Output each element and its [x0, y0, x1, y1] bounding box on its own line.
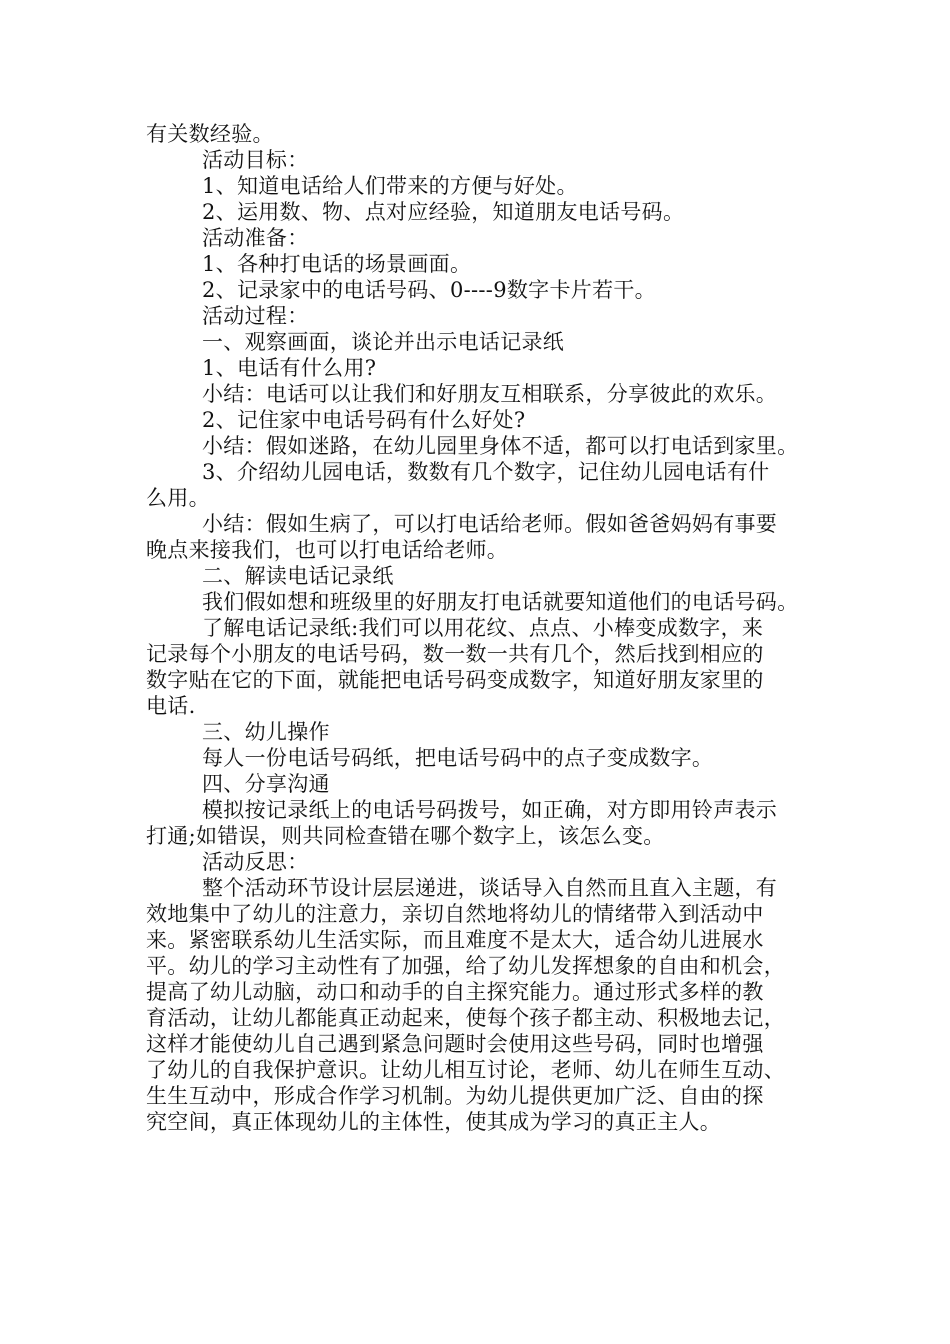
- text-line: 一、观察画面，谈论并出示电话记录纸: [202, 330, 565, 354]
- text-line: 来。紧密联系幼儿生活实际，而且难度不是太大，适合幼儿进展水: [146, 928, 764, 952]
- text-line: 1、各种打电话的场景画面。: [202, 252, 472, 276]
- text-line: 有关数经验。: [146, 122, 274, 146]
- text-line: 我们假如想和班级里的好朋友打电话就要知道他们的电话号码。: [202, 590, 799, 614]
- text-line: 活动目标：: [202, 148, 309, 172]
- text-line: 四、分享沟通: [202, 772, 330, 796]
- text-line: 究空间，真正体现幼儿的主体性，使其成为学习的真正主人。: [146, 1110, 722, 1134]
- text-line: 二、解读电话记录纸: [202, 564, 394, 588]
- text-line: 3、介绍幼儿园电话，数数有几个数字，记住幼儿园电话有什: [202, 460, 770, 484]
- text-line: 数字贴在它的下面，就能把电话号码变成数字，知道好朋友家里的: [146, 668, 764, 692]
- document-body: [146, 121, 818, 1135]
- text-line: 2、记住家中电话号码有什么好处?: [202, 408, 526, 432]
- text-line: 提高了幼儿动脑，动口和动手的自主探究能力。通过形式多样的教: [146, 980, 764, 1004]
- text-line: 平。幼儿的学习主动性有了加强，给了幼儿发挥想象的自由和机会，: [146, 954, 785, 978]
- text-line: 三、幼儿操作: [202, 720, 330, 744]
- text-line: 育活动，让幼儿都能真正动起来，使每个孩子都主动、积极地去记，: [146, 1006, 785, 1030]
- text-line: 了幼儿的自我保护意识。让幼儿相互讨论，老师、幼儿在师生互动、: [146, 1058, 785, 1082]
- text-line: 活动过程：: [202, 304, 309, 328]
- text-line: 效地集中了幼儿的注意力，亲切自然地将幼儿的情绪带入到活动中: [146, 902, 764, 926]
- text-line: 小结：电话可以让我们和好朋友互相联系，分享彼此的欢乐。: [202, 382, 778, 406]
- text-line: 2、记录家中的电话号码、0----9数字卡片若干。: [202, 278, 656, 302]
- text-line: 小结：假如生病了，可以打电话给老师。假如爸爸妈妈有事要: [202, 512, 778, 536]
- text-line: 打通;如错误，则共同检查错在哪个数字上，该怎么变。: [146, 824, 665, 848]
- text-line: 1、知道电话给人们带来的方便与好处。: [202, 174, 578, 198]
- text-line: 模拟按记录纸上的电话号码拨号，如正确，对方即用铃声表示: [202, 798, 778, 822]
- text-line: 么用。: [146, 486, 210, 510]
- text-line: 2、运用数、物、点对应经验，知道朋友电话号码。: [202, 200, 685, 224]
- text-line: 整个活动环节设计层层递进，谈话导入自然而且直入主题，有: [202, 876, 778, 900]
- text-line: 这样才能使幼儿自己遇到紧急问题时会使用这些号码，同时也增强: [146, 1032, 764, 1056]
- text-line: 了解电话记录纸:我们可以用花纹、点点、小棒变成数字，来: [202, 616, 764, 640]
- text-line: 活动准备：: [202, 226, 309, 250]
- text-line: 活动反思：: [202, 850, 309, 874]
- text-line: 电话.: [146, 694, 196, 718]
- text-line: 记录每个小朋友的电话号码，数一数一共有几个，然后找到相应的: [146, 642, 764, 666]
- text-line: 1、电话有什么用?: [202, 356, 377, 380]
- text-line: 每人一份电话号码纸，把电话号码中的点子变成数字。: [202, 746, 714, 770]
- text-line: 晚点来接我们，也可以打电话给老师。: [146, 538, 509, 562]
- text-line: 小结：假如迷路，在幼儿园里身体不适，都可以打电话到家里。: [202, 434, 799, 458]
- text-line: 生生互动中，形成合作学习机制。为幼儿提供更加广泛、自由的探: [146, 1084, 764, 1108]
